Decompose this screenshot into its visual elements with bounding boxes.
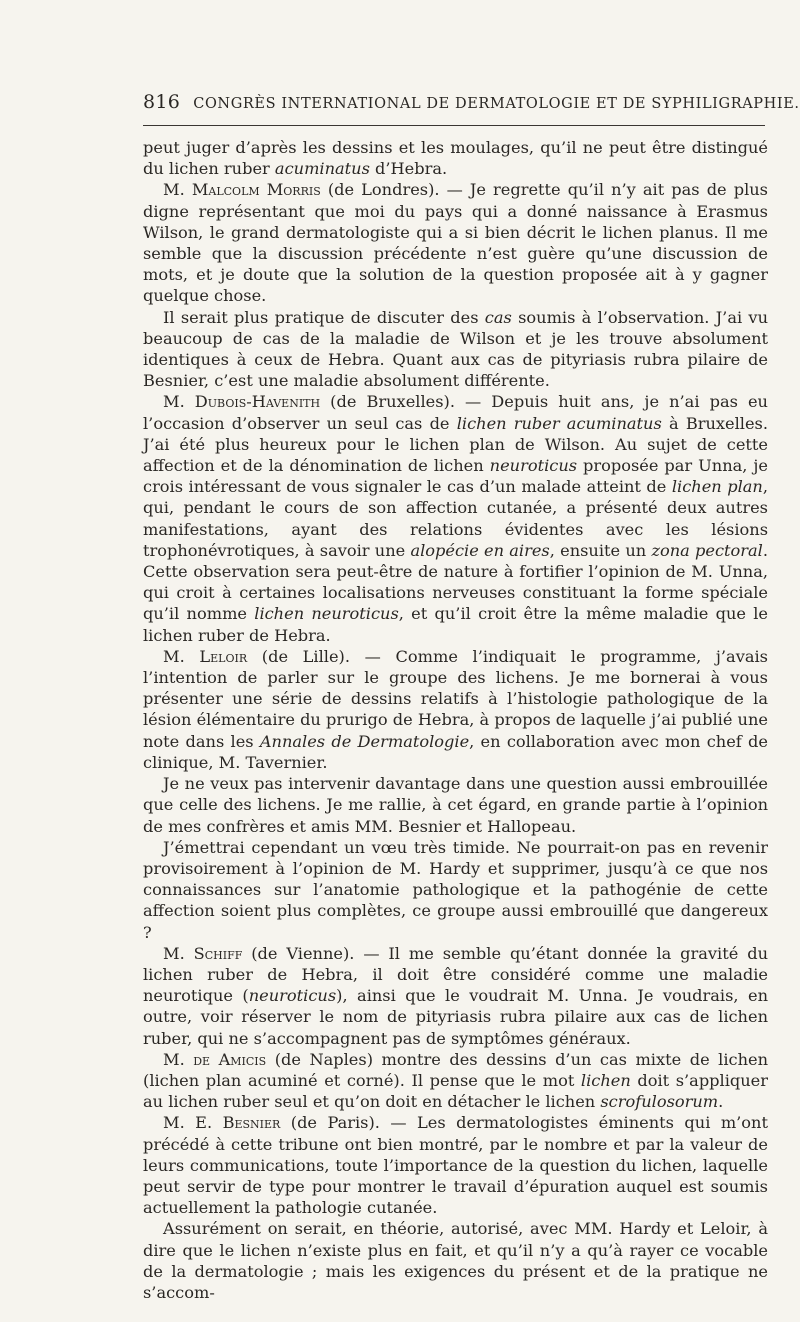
italic-text: lichen plan [671, 477, 763, 497]
text-run: doit s’appliquer au lichen ruber seul et qu’on doit en détacher le lichen [143, 1070, 769, 1112]
text-run: , en collaboration avec mon chef de clinique, M. Tavernier. [143, 731, 768, 772]
text-run: M. [163, 392, 195, 412]
body-text [143, 137, 768, 1303]
text-run: (de Londres). — Je regrette qu’il n’y ait pas de plus digne représentant que moi du pays qui a donné naissance à Erasmus Wilson, le grand dermatologiste qui a si bien décrit le lichen planus. Il me semble que la discussion précédente n’est guère qu’une discussion de mots, et je doute que la solution de la question proposée ait à y gagner quelque chose. [143, 180, 768, 306]
paragraph [143, 137, 768, 179]
italic-text: alopécie en aires [410, 540, 550, 560]
italic-text: lichen neuroticus [254, 604, 399, 624]
text-run: (de Vienne). — Il me semble qu’étant donnée la gravité du lichen ruber de Hebra, il doit être considéré comme une maladie neurotique ( [143, 943, 768, 1006]
text-run: M. [163, 646, 200, 666]
running-title: CONGRÈS INTERNATIONAL DE DERMATOLOGIE ET DE SYPHILIGRAPHIE. [193, 96, 800, 112]
page-number: 816 [143, 91, 181, 113]
paragraph [143, 1218, 768, 1303]
text-run: M. E. [163, 1113, 223, 1133]
text-run: à Bruxelles. J’ai été plus heureux pour le lichen plan de Wilson. Au sujet de cette affection et de la dénomination de lichen [143, 413, 768, 476]
running-header [143, 91, 800, 115]
paragraph [143, 179, 768, 306]
text-run: Je ne veux pas intervenir davantage dans une question aussi embrouillée que celle des lichens. Je me rallie, à cet égard, en grande partie à l’opinion de mes confrères et amis MM. Besnier et Hallopeau. [143, 774, 768, 836]
text-run: d’Hebra. [369, 159, 448, 179]
italic-text: lichen [580, 1070, 631, 1090]
italic-text: scrofulosorum [600, 1092, 719, 1112]
text-run: soumis à l’observation. J’ai vu beaucoup de cas de la maladie de Wilson et je les trouve absolument identiques à ceux de Hebra. Quant aux cas de pityriasis rubra pilaire de Besnier, c’est une maladie absolument différente. [143, 307, 768, 391]
paragraph [143, 1112, 768, 1218]
text-run: J’émettrai cependant un vœu très timide. Ne pourrait-on pas en revenir provisoirement à l’opinion de M. Hardy et supprimer, jusqu’à ce que nos connaissances sur l’anatomie pathologique et la pathogénie de cette affection soient plus complètes, ce groupe aussi embrouillé que dangereux ? [143, 837, 768, 942]
header-rule [143, 125, 765, 126]
text-run: (de Naples) montre des dessins d’un cas mixte de lichen (lichen plan acuminé et corné). Il pense que le mot [143, 1049, 768, 1090]
speaker-name: Malcolm Morris [191, 180, 321, 200]
paragraph [143, 837, 768, 943]
speaker-name: Leloir [199, 646, 248, 666]
italic-text: neuroticus [248, 986, 337, 1006]
italic-text: lichen ruber acuminatus [456, 413, 662, 433]
text-run: , ensuite un [549, 540, 652, 560]
speaker-name: Schiff [193, 943, 243, 963]
text-run: , qui, pendant le cours de son affection cutanée, a présenté deux autres manifestations, ayant des relations évidentes avec les lésions trophonévrotiques, à savoir une [143, 477, 768, 560]
paragraph [143, 646, 768, 773]
speaker-name: Besnier [222, 1113, 281, 1133]
text-run: ), ainsi que le voudrait M. Unna. Je voudrais, en outre, voir réserver le nom de pityriasis rubra pilaire aux cas de lichen ruber, qui ne s’accompagnent pas de symptômes généraux. [143, 986, 768, 1048]
text-run: proposée par Unna, je crois intéressant de vous signaler le cas d’un malade atteint de [143, 456, 768, 497]
paragraph [143, 391, 768, 645]
text-run: peut juger d’après les dessins et les moulages, qu’il ne peut être distingué du lichen ruber [143, 138, 768, 179]
speaker-name: Dubois-Havenith [194, 392, 321, 412]
paragraph [143, 1049, 768, 1113]
text-run: . Cette observation sera peut-être de nature à fortifier l’opinion de M. Unna, qui croit à certaines localisations nerveuses constituant la forme spéciale qu’il nomme [143, 540, 769, 624]
paragraph [143, 307, 768, 392]
italic-text: cas [484, 307, 512, 327]
paragraph [143, 773, 768, 837]
text-run: M. [163, 1049, 194, 1069]
text-run: Assurément on serait, en théorie, autorisé, avec MM. Hardy et Leloir, à dire que le lichen n’existe plus en fait, et qu’il n’y a qu’à rayer ce vocable de la dermatologie ; mais les exigences du présent et de la pratique ne s’accom- [143, 1219, 768, 1302]
text-run: (de Bruxelles). — Depuis huit ans, je n’ai pas eu l’occasion d’observer un seul cas de [143, 392, 768, 433]
italic-text: Annales de Dermatologie [259, 731, 470, 751]
italic-text: acuminatus [274, 159, 370, 179]
text-run: Il serait plus pratique de discuter des [163, 307, 485, 327]
text-run: M. [163, 943, 194, 963]
paragraph [143, 943, 768, 1049]
text-run: (de Paris). — Les dermatologistes éminents qui m’ont précédé à cette tribune ont bien montré, par le nombre et par la valeur de leurs communications, toute l’importance de la question du lichen, laquelle peut servir de type pour montrer le travail d’épuration auquel est soumis actuellement la pathologie cutanée. [143, 1113, 768, 1218]
text-run: (de Lille). — Comme l’indiquait le programme, j’avais l’intention de parler sur le groupe des lichens. Je me bornerai à vous présenter une série de dessins relatifs à l’histologie pathologique de la lésion élémentaire du prurigo de Hebra, à propos de laquelle j’ai publié une note dans les [143, 646, 768, 751]
speaker-name: de Amicis [193, 1049, 267, 1069]
text-run: . [718, 1092, 724, 1112]
text-run: M. [163, 180, 192, 200]
text-run: , et qu’il croit être la même maladie que le lichen ruber de Hebra. [143, 604, 768, 645]
italic-text: zona pectoral [651, 540, 763, 560]
italic-text: neuroticus [489, 456, 578, 476]
